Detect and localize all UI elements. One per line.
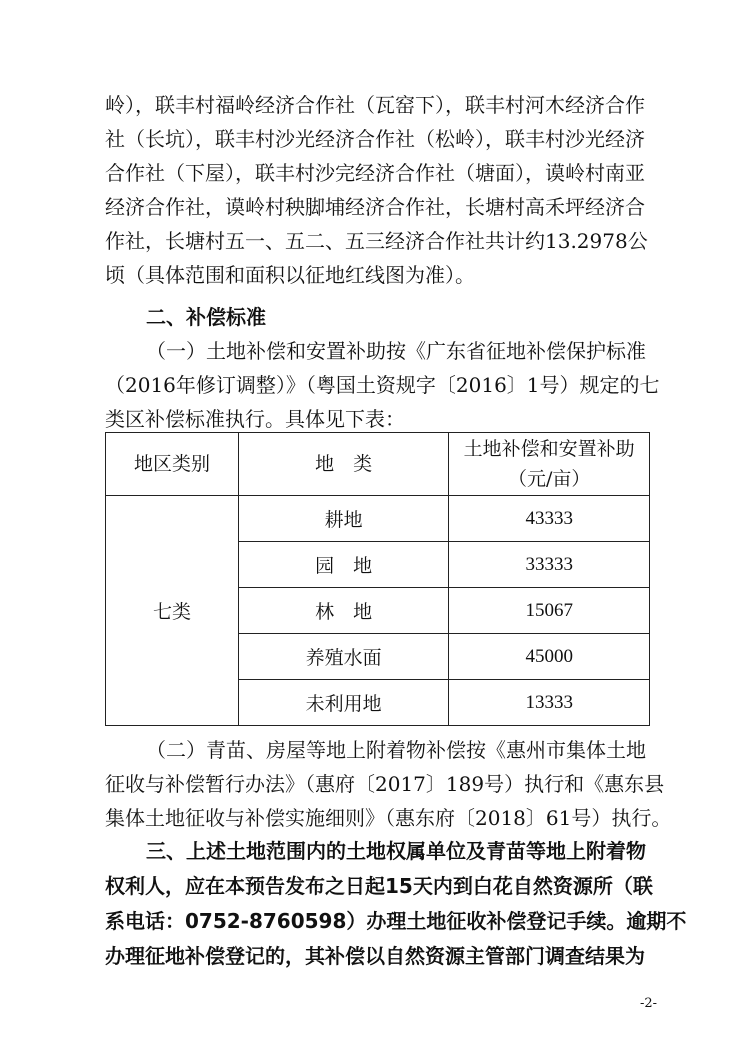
text-line: 岭），联丰村福岭经济合作社（瓦窑下），联丰村河木经济合作 — [105, 93, 645, 117]
paragraph-attachment-compensation — [105, 733, 672, 835]
compensation-value-cell: 13333 — [449, 680, 650, 726]
compensation-value-cell: 43333 — [449, 496, 650, 542]
land-type-cell: 林 地 — [238, 588, 448, 634]
text-line: （一）土地补偿和安置补助按《广东省征地补偿保护标准 — [146, 339, 646, 363]
text-line: 社（长坑），联丰村沙光经济合作社（松岭），联丰村沙光经济 — [105, 127, 645, 151]
section-heading-compensation-standard: 二、补偿标准 — [146, 305, 266, 329]
compensation-table — [105, 432, 650, 726]
header-compensation-label: 土地补偿和安置补助 — [463, 438, 635, 460]
text-line: 征收与补偿暂行办法》（惠府〔2017〕189号）执行和《惠东县 — [105, 772, 665, 796]
intro-paragraph — [105, 88, 650, 292]
text-line: 作社，长塘村五一、五二、五三经济合作社共计约13.2978公 — [105, 229, 648, 253]
header-region-category: 地区类别 — [106, 433, 239, 496]
compensation-value-cell: 15067 — [449, 588, 650, 634]
text-line: （2016年修订调整）》（粤国土资规字〔2016〕1号）规定的七 — [105, 373, 660, 397]
compensation-value-cell: 33333 — [449, 542, 650, 588]
text-line: （二）青苗、房屋等地上附着物补偿按《惠州市集体土地 — [146, 738, 646, 762]
compensation-value-cell: 45000 — [449, 634, 650, 680]
paragraph-land-compensation — [105, 334, 660, 436]
table-row — [106, 496, 650, 542]
table-header-row — [106, 433, 650, 496]
header-compensation-unit: （元/亩） — [507, 468, 591, 490]
text-line: 集体土地征收与补偿实施细则》（惠东府〔2018〕61号）执行。 — [105, 806, 672, 830]
region-cell: 七类 — [106, 496, 239, 726]
header-land-type: 地 类 — [238, 433, 448, 496]
page-number: -2- — [639, 996, 657, 1011]
land-type-cell: 园 地 — [238, 542, 448, 588]
text-line: 类区补偿标准执行。具体见下表： — [105, 407, 405, 431]
text-line: 经济合作社，谟岭村秧脚埔经济合作社，长塘村高禾坪经济合 — [105, 195, 645, 219]
land-type-cell: 未利用地 — [238, 680, 448, 726]
text-line: 合作社（下屋），联丰村沙完经济合作社（塘面），谟岭村南亚 — [105, 161, 645, 185]
land-type-cell: 养殖水面 — [238, 634, 448, 680]
section-registration-notice — [105, 834, 687, 974]
text-line: 办理征地补偿登记的，其补偿以自然资源主管部门调查结果为 — [105, 944, 645, 968]
text-line: 系电话：0752-8760598）办理土地征收补偿登记手续。逾期不 — [105, 909, 687, 933]
text-line: 三、上述土地范围内的土地权属单位及青苗等地上附着物 — [146, 839, 646, 863]
text-line: 权利人，应在本预告发布之日起15天内到白花自然资源所（联 — [105, 874, 653, 898]
text-line: 顷（具体范围和面积以征地红线图为准）。 — [105, 263, 475, 287]
land-type-cell: 耕地 — [238, 496, 448, 542]
header-compensation — [449, 433, 650, 496]
